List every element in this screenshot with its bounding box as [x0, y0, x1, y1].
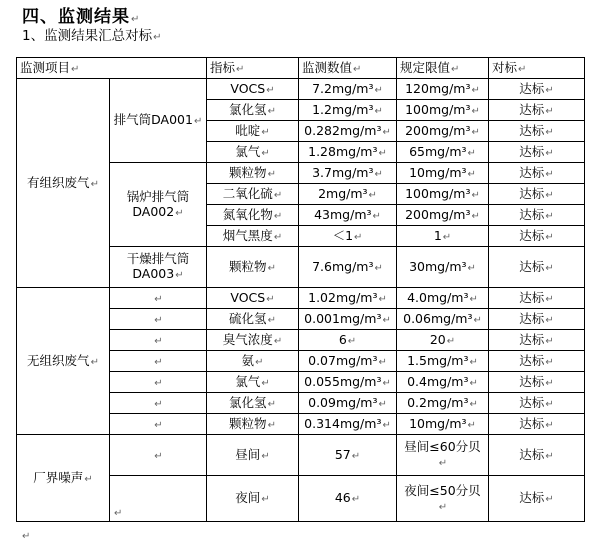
- paragraph-mark-icon: ↵: [351, 450, 361, 462]
- limit-cell: 100mg/m³↵: [397, 184, 489, 205]
- paragraph-mark-icon: ↵: [261, 494, 270, 505]
- paragraph-mark-icon: ↵: [545, 231, 554, 243]
- indicator-cell: 颗粒物↵: [207, 247, 299, 288]
- paragraph-mark-icon: ↵: [273, 335, 283, 347]
- compare-cell: 达标↵: [489, 393, 585, 414]
- value-cell: 43mg/m³↵: [299, 205, 397, 226]
- limit-cell: 1.5mg/m³↵: [397, 351, 489, 372]
- compare-cell: 达标↵: [489, 372, 585, 393]
- paragraph-mark-icon: ↵: [374, 168, 383, 180]
- paragraph-mark-icon: ↵: [438, 458, 448, 469]
- compare-cell: 达标↵: [489, 247, 585, 288]
- limit-cell: 1↵: [397, 226, 489, 247]
- paragraph-mark-icon: ↵: [154, 356, 163, 368]
- paragraph-mark-icon: ↵: [473, 314, 482, 326]
- paragraph-mark-icon: ↵: [267, 419, 276, 431]
- paragraph-mark-icon: ↵: [471, 189, 480, 201]
- empty-source-cell: [110, 393, 207, 414]
- value-cell: 0.282mg/m³↵: [299, 121, 397, 142]
- compare-cell: 达标↵: [489, 79, 585, 100]
- paragraph-mark-icon: ↵: [374, 262, 383, 274]
- indicator-cell: VOCS↵: [207, 288, 299, 309]
- limit-cell: 65mg/m³↵: [397, 142, 489, 163]
- paragraph-mark-icon: ↵: [266, 84, 275, 96]
- subsection-heading: 1、监测结果汇总对标↵: [22, 28, 162, 44]
- limit-cell: 10mg/m³↵: [397, 163, 489, 184]
- indicator-cell: 氯气↵: [207, 372, 299, 393]
- paragraph-mark-icon: ↵: [545, 293, 554, 305]
- paragraph-mark-icon: ↵: [442, 231, 452, 243]
- header-item: 监测项目↵: [17, 58, 207, 79]
- paragraph-mark-icon: ↵: [154, 398, 163, 410]
- paragraph-mark-icon: ↵: [154, 314, 163, 326]
- paragraph-mark-icon: ↵: [382, 314, 391, 326]
- paragraph-mark-icon: ↵: [545, 377, 554, 389]
- paragraph-mark-icon: ↵: [236, 63, 245, 75]
- compare-cell: 达标↵: [489, 121, 585, 142]
- paragraph-mark-icon: ↵: [154, 335, 163, 347]
- value-cell: 0.07mg/m³↵: [299, 351, 397, 372]
- value-cell: 1.02mg/m³↵: [299, 288, 397, 309]
- paragraph-mark-icon: ↵: [347, 335, 357, 347]
- paragraph-mark-icon: ↵: [467, 147, 476, 159]
- empty-source-cell: [110, 414, 207, 435]
- compare-cell: 达标↵: [489, 309, 585, 330]
- value-cell: 0.001mg/m³↵: [299, 309, 397, 330]
- paragraph-mark-icon: ↵: [90, 178, 99, 190]
- indicator-cell: 硫化氢↵: [207, 309, 299, 330]
- limit-cell: 4.0mg/m³↵: [397, 288, 489, 309]
- limit-cell: 0.06mg/m³↵: [397, 309, 489, 330]
- limit-cell: 120mg/m³↵: [397, 79, 489, 100]
- compare-cell: 达标↵: [489, 205, 585, 226]
- header-limit: 规定限值↵: [397, 58, 489, 79]
- header-value: 监测数值↵: [299, 58, 397, 79]
- empty-source-cell: [110, 288, 207, 309]
- limit-cell: 0.4mg/m³↵: [397, 372, 489, 393]
- value-cell: 2mg/m³↵: [299, 184, 397, 205]
- indicator-cell: 氨↵: [207, 351, 299, 372]
- compare-cell: 达标↵: [489, 226, 585, 247]
- section-heading: 四、监测结果↵: [22, 7, 141, 27]
- header-indicator: 指标↵: [207, 58, 299, 79]
- paragraph-mark-icon: ↵: [153, 32, 162, 43]
- limit-cell: 200mg/m³↵: [397, 205, 489, 226]
- paragraph-mark-icon: ↵: [545, 210, 554, 222]
- paragraph-mark-icon: ↵: [467, 262, 476, 274]
- limit-cell: 200mg/m³↵: [397, 121, 489, 142]
- paragraph-mark-icon: ↵: [261, 147, 270, 159]
- paragraph-mark-icon: ↵: [467, 419, 476, 431]
- indicator-cell: 夜间↵: [207, 476, 299, 522]
- paragraph-mark-icon: ↵: [193, 116, 203, 127]
- source-da001: 排气筒DA001↵: [110, 79, 207, 163]
- paragraph-mark-icon: ↵: [374, 84, 383, 96]
- paragraph-mark-icon: ↵: [131, 14, 141, 25]
- paragraph-mark-icon: ↵: [545, 398, 554, 410]
- limit-cell: 20↵: [397, 330, 489, 351]
- paragraph-mark-icon: ↵: [84, 473, 93, 485]
- paragraph-mark-icon: ↵: [545, 335, 554, 347]
- paragraph-mark-icon: ↵: [378, 356, 387, 368]
- header-compare: 对标↵: [489, 58, 585, 79]
- paragraph-mark-icon: ↵: [545, 314, 554, 326]
- compare-cell: 达标↵: [489, 163, 585, 184]
- paragraph-mark-icon: ↵: [351, 494, 361, 505]
- limit-cell: 100mg/m³↵: [397, 100, 489, 121]
- paragraph-mark-icon: ↵: [273, 189, 283, 201]
- table-row: [17, 288, 585, 309]
- paragraph-mark-icon: ↵: [114, 508, 123, 519]
- paragraph-mark-icon: ↵: [545, 84, 554, 96]
- compare-cell: 达标↵: [489, 414, 585, 435]
- table-row: [17, 79, 585, 100]
- paragraph-mark-icon: ↵: [353, 63, 362, 75]
- indicator-cell: 烟气黑度↵: [207, 226, 299, 247]
- paragraph-mark-icon: ↵: [267, 262, 276, 274]
- indicator-cell: 臭气浓度↵: [207, 330, 299, 351]
- paragraph-mark-icon: ↵: [518, 63, 527, 75]
- paragraph-mark-icon: ↵: [368, 189, 377, 201]
- value-cell: 1.2mg/m³↵: [299, 100, 397, 121]
- indicator-cell: 氮氧化物↵: [207, 205, 299, 226]
- limit-cell: 夜间≤50分贝↵: [397, 476, 489, 522]
- paragraph-mark-icon: ↵: [267, 168, 276, 180]
- paragraph-mark-icon: ↵: [378, 293, 387, 305]
- paragraph-mark-icon: ↵: [471, 210, 480, 222]
- empty-source-cell: [110, 435, 207, 476]
- paragraph-mark-icon: ↵: [545, 262, 554, 274]
- paragraph-mark-icon: ↵: [175, 207, 184, 219]
- compare-cell: 达标↵: [489, 142, 585, 163]
- indicator-cell: 氯气↵: [207, 142, 299, 163]
- paragraph-mark-icon: ↵: [545, 189, 554, 201]
- indicator-cell: 二氧化硫↵: [207, 184, 299, 205]
- paragraph-mark-icon: ↵: [545, 105, 554, 117]
- paragraph-mark-icon: ↵: [469, 377, 478, 389]
- indicator-cell: 氯化氢↵: [207, 393, 299, 414]
- value-cell: 7.6mg/m³↵: [299, 247, 397, 288]
- value-cell: 0.055mg/m³↵: [299, 372, 397, 393]
- compare-cell: 达标↵: [489, 184, 585, 205]
- compare-cell: 达标↵: [489, 100, 585, 121]
- value-cell: 7.2mg/m³↵: [299, 79, 397, 100]
- paragraph-mark-icon: ↵: [154, 293, 163, 305]
- paragraph-mark-icon: ↵: [438, 501, 448, 513]
- paragraph-mark-icon: ↵: [378, 398, 387, 410]
- category-organized: 有组织废气↵: [17, 79, 110, 288]
- monitoring-results-table: [16, 57, 585, 522]
- indicator-cell: 颗粒物↵: [207, 414, 299, 435]
- value-cell: 0.09mg/m³↵: [299, 393, 397, 414]
- value-cell: ＜1↵: [299, 226, 397, 247]
- limit-cell: 0.2mg/m³↵: [397, 393, 489, 414]
- paragraph-mark-icon: ↵: [545, 494, 554, 505]
- paragraph-mark-icon: ↵: [267, 398, 276, 410]
- compare-cell: 达标↵: [489, 476, 585, 522]
- paragraph-mark-icon: ↵: [382, 126, 391, 138]
- paragraph-mark-icon: ↵: [255, 356, 264, 368]
- value-cell: 57↵: [299, 435, 397, 476]
- paragraph-mark-icon: ↵: [545, 126, 554, 138]
- limit-cell: 10mg/m³↵: [397, 414, 489, 435]
- paragraph-mark-icon: ↵: [378, 147, 387, 159]
- value-cell: 1.28mg/m³↵: [299, 142, 397, 163]
- paragraph-mark-icon: ↵: [261, 450, 270, 462]
- paragraph-mark-icon: ↵: [267, 314, 276, 326]
- compare-cell: 达标↵: [489, 351, 585, 372]
- indicator-cell: 颗粒物↵: [207, 163, 299, 184]
- paragraph-mark-icon: ↵: [382, 377, 391, 389]
- paragraph-mark-icon: ↵: [154, 377, 163, 389]
- value-cell: 46↵: [299, 476, 397, 522]
- value-cell: 6↵: [299, 330, 397, 351]
- compare-cell: 达标↵: [489, 288, 585, 309]
- paragraph-mark-icon: ↵: [545, 168, 554, 180]
- paragraph-mark-icon: ↵: [374, 105, 383, 117]
- limit-cell: 昼间≤60分贝↵: [397, 435, 489, 476]
- paragraph-mark-icon: ↵: [71, 63, 80, 75]
- empty-source-cell: [110, 372, 207, 393]
- paragraph-mark-icon: ↵: [22, 531, 31, 542]
- paragraph-mark-icon: ↵: [354, 231, 363, 243]
- empty-source-cell: [110, 330, 207, 351]
- category-noise: 厂界噪声↵: [17, 435, 110, 522]
- limit-cell: 30mg/m³↵: [397, 247, 489, 288]
- paragraph-mark-icon: ↵: [446, 335, 456, 347]
- paragraph-mark-icon: ↵: [267, 105, 276, 117]
- table-row: [17, 435, 585, 476]
- paragraph-mark-icon: ↵: [175, 270, 184, 281]
- paragraph-mark-icon: ↵: [471, 126, 480, 138]
- paragraph-mark-icon: ↵: [545, 419, 554, 431]
- category-fugitive: 无组织废气↵: [17, 288, 110, 435]
- value-cell: 3.7mg/m³↵: [299, 163, 397, 184]
- paragraph-mark-icon: ↵: [469, 293, 478, 305]
- paragraph-mark-icon: ↵: [372, 210, 381, 222]
- paragraph-mark-icon: ↵: [545, 356, 554, 368]
- paragraph-mark-icon: ↵: [469, 398, 478, 410]
- paragraph-mark-icon: ↵: [261, 377, 270, 389]
- compare-cell: 达标↵: [489, 330, 585, 351]
- header-row: [17, 58, 585, 79]
- indicator-cell: VOCS↵: [207, 79, 299, 100]
- paragraph-mark-icon: ↵: [273, 231, 283, 243]
- paragraph-mark-icon: ↵: [154, 450, 163, 462]
- indicator-cell: 吡啶↵: [207, 121, 299, 142]
- paragraph-mark-icon: ↵: [261, 126, 270, 138]
- paragraph-mark-icon: ↵: [545, 450, 554, 462]
- indicator-cell: 昼间↵: [207, 435, 299, 476]
- paragraph-mark-icon: ↵: [382, 419, 391, 431]
- empty-source-cell: [110, 309, 207, 330]
- source-da003: 干燥排气筒DA003↵: [110, 247, 207, 288]
- value-cell: 0.314mg/m³↵: [299, 414, 397, 435]
- source-da002: 锅炉排气筒DA002↵: [110, 163, 207, 247]
- empty-source-cell: [110, 351, 207, 372]
- paragraph-mark-icon: ↵: [90, 356, 99, 368]
- paragraph-mark-icon: ↵: [469, 356, 478, 368]
- paragraph-mark-icon: ↵: [266, 293, 275, 305]
- compare-cell: 达标↵: [489, 435, 585, 476]
- paragraph-mark-icon: ↵: [273, 210, 283, 222]
- paragraph-mark-icon: ↵: [545, 147, 554, 159]
- indicator-cell: 氯化氢↵: [207, 100, 299, 121]
- paragraph-mark-icon: ↵: [471, 84, 480, 96]
- paragraph-mark-icon: ↵: [451, 63, 460, 75]
- paragraph-mark-icon: ↵: [471, 105, 480, 117]
- empty-source-cell: [110, 476, 207, 522]
- paragraph-mark-icon: ↵: [154, 419, 163, 431]
- paragraph-mark-icon: ↵: [467, 168, 476, 180]
